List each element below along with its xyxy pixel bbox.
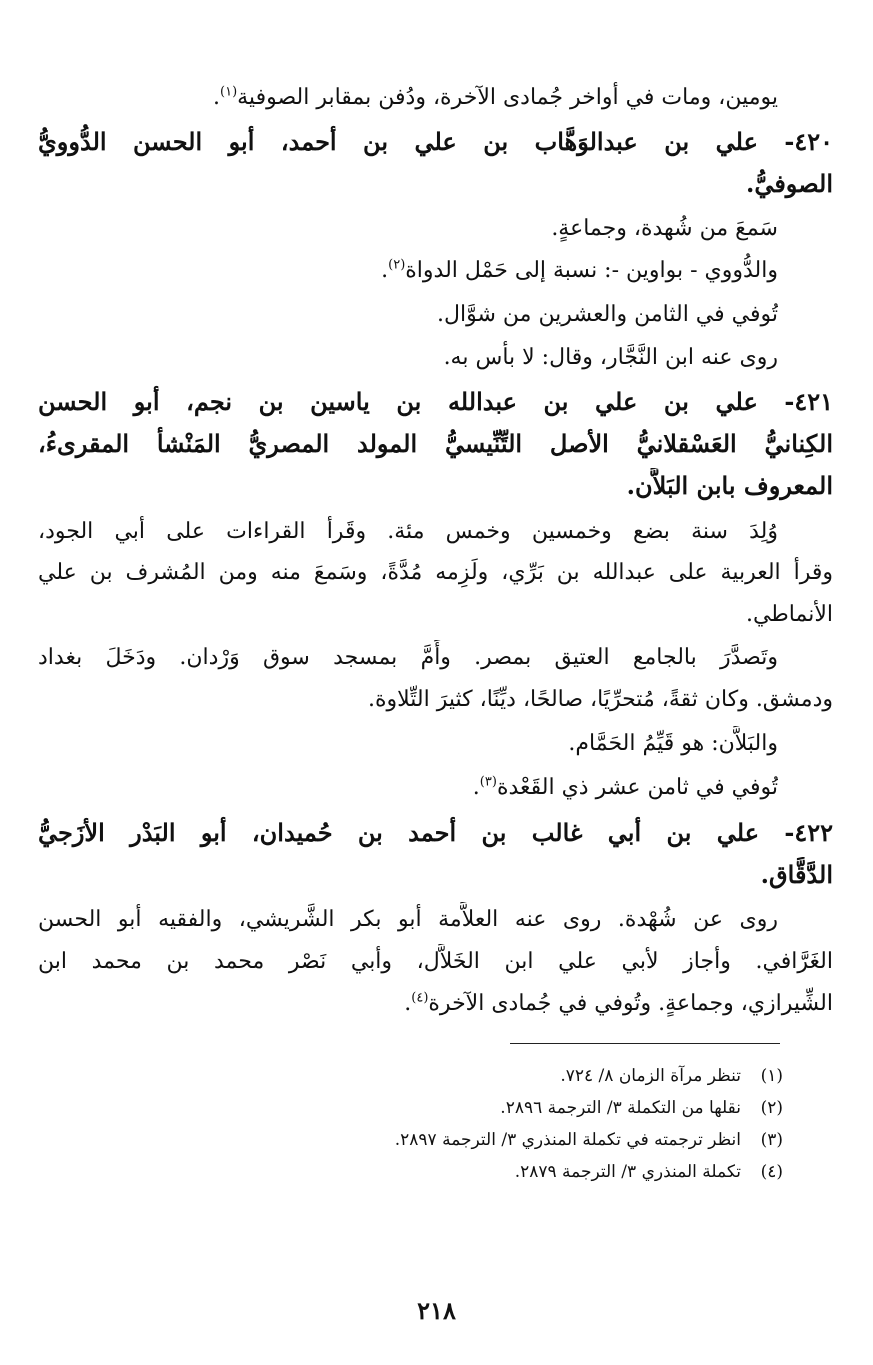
entry-heading-421-cont: المعروف بابن البَلاَّن. xyxy=(626,471,833,500)
text-line: والبَلاَّن: هو قَيِّمُ الحَمَّام. xyxy=(568,731,778,756)
text-line: روى عن شُهْدة. روى عنه العلاَّمة أبو بكر الشَّريشي، والفقيه أبو الحسن xyxy=(38,907,778,932)
entry-heading-420: ٤٢٠- علي بن عبدالوَهَّاب بن علي بن أحمد، أبو الحسن الدُّوويُّ xyxy=(38,127,833,156)
entry-heading-421: ٤٢١- علي بن علي بن عبدالله بن ياسين بن نجم، أبو الحسن xyxy=(38,387,833,416)
footnote-4: (٤)تكملة المنذري ٣/ الترجمة ٢٨٧٩. xyxy=(514,1162,783,1182)
text-line: والدُّووي - بواوين -: نسبة إلى حَمْل الدواة$^{(٢)}$. xyxy=(381,257,778,283)
footnote-3: (٣)انظر ترجمته في تكملة المنذري ٣/ الترجمة ٢٨٩٧. xyxy=(394,1130,783,1150)
text-line: روى عنه ابن النَّجَّار، وقال: لا بأس به. xyxy=(443,345,778,370)
entry-heading-422-cont: الدَّقَّاق. xyxy=(760,860,833,889)
text-line: الغَرَّافي. وأجاز لأبي علي ابن الخَلاَّل، وأبي نَصْر محمد بن محمد ابن xyxy=(38,949,833,974)
text-line: تُوفي في ثامن عشر ذي القَعْدة$^{(٣)}$. xyxy=(472,774,778,800)
text-line: سَمعَ من شُهدة، وجماعةٍ. xyxy=(551,216,778,241)
text-line: وتَصدَّرَ بالجامع العتيق بمصر. وأَمَّ بمسجد سوق وَرْدان. ودَخَلَ بغداد xyxy=(38,645,778,670)
text-line: ودمشق. وكان ثقةً، مُتحرِّيًا، صالحًا، ديِّنًا، كثيرَ التِّلاوة. xyxy=(368,687,833,712)
text-line: الشِّيرازي، وجماعةٍ. وتُوفي في جُمادى الآخرة$^{(٤)}$. xyxy=(404,990,833,1016)
footnote-2: (٢)نقلها من التكملة ٣/ الترجمة ٢٨٩٦. xyxy=(500,1098,783,1118)
entry-heading-420-cont: الصوفيُّ. xyxy=(745,169,833,198)
page-number: ٢١٨ xyxy=(417,1296,456,1325)
text-line: تُوفي في الثامن والعشرين من شوَّال. xyxy=(437,302,778,327)
text-line: يومين، ومات في أواخر جُمادى الآخرة، ودُفن بمقابر الصوفية$^{(١)}$. xyxy=(213,84,778,110)
text-line: وقرأ العربية على عبدالله بن بَرِّي، ولَزِمه مُدَّةً، وسَمعَ منه ومن المُشرف بن علي xyxy=(38,560,833,585)
footnote-1: (١)تنظر مرآة الزمان ٨/ ٧٢٤. xyxy=(560,1066,783,1086)
entry-heading-421-cont: الكِنانيُّ العَسْقلانيُّ الأصل التِّنِّيسيُّ المولد المصريُّ المَنْشأ المقرىءُ، xyxy=(38,429,833,458)
text-line: وُلِدَ سنة بضع وخمسين وخمس مئة. وقَرأ القراءات على أبي الجود، xyxy=(38,519,778,544)
footnote-separator xyxy=(510,1043,780,1044)
text-line: الأنماطي. xyxy=(745,602,833,627)
entry-heading-422: ٤٢٢- علي بن أبي غالب بن أحمد بن حُميدان، أبو البَدْر الأزَجيُّ xyxy=(38,818,833,847)
